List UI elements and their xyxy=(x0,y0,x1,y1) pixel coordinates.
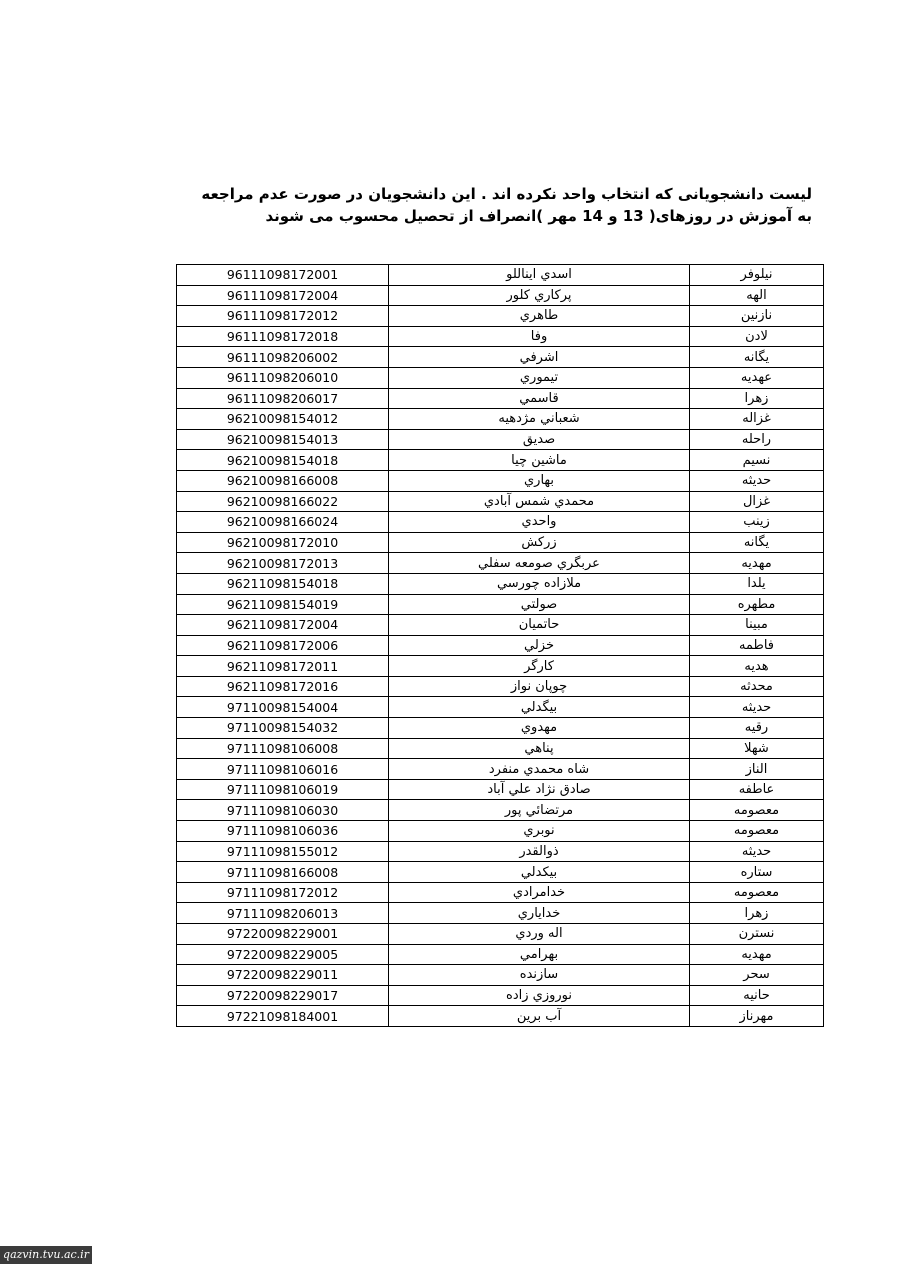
last-name-cell: وفا xyxy=(389,326,690,347)
last-name-cell: حاتميان xyxy=(389,615,690,636)
student-id-cell: 96111098172004 xyxy=(177,285,389,306)
table-row xyxy=(177,697,824,718)
first-name-cell: ستاره xyxy=(690,862,824,883)
student-id-cell: 97111098172012 xyxy=(177,882,389,903)
table-row xyxy=(177,512,824,533)
footer-watermark: qazvin.tvu.ac.ir xyxy=(0,1246,92,1264)
last-name-cell: زركش xyxy=(389,532,690,553)
last-name-cell: كارگر xyxy=(389,656,690,677)
last-name-cell: بيگدلي xyxy=(389,697,690,718)
last-name-cell: اله وردي xyxy=(389,924,690,945)
table-row xyxy=(177,882,824,903)
student-id-cell: 97111098106008 xyxy=(177,738,389,759)
first-name-cell: هديه xyxy=(690,656,824,677)
last-name-cell: خداياري xyxy=(389,903,690,924)
table-row xyxy=(177,759,824,780)
last-name-cell: آب برين xyxy=(389,1006,690,1027)
last-name-cell: مرتضائي پور xyxy=(389,800,690,821)
student-id-cell: 97220098229001 xyxy=(177,924,389,945)
table-row xyxy=(177,965,824,986)
student-id-cell: 96111098206002 xyxy=(177,347,389,368)
first-name-cell: مهديه xyxy=(690,553,824,574)
last-name-cell: بهاري xyxy=(389,470,690,491)
last-name-cell: نوبري xyxy=(389,821,690,842)
table-row xyxy=(177,573,824,594)
first-name-cell: سحر xyxy=(690,965,824,986)
first-name-cell: مهرناز xyxy=(690,1006,824,1027)
student-id-cell: 96111098172018 xyxy=(177,326,389,347)
first-name-cell: مهديه xyxy=(690,944,824,965)
last-name-cell: چوپان نواز xyxy=(389,676,690,697)
first-name-cell: نسترن xyxy=(690,924,824,945)
table-row xyxy=(177,347,824,368)
students-table xyxy=(176,264,824,1027)
table-row xyxy=(177,388,824,409)
first-name-cell: لادن xyxy=(690,326,824,347)
student-id-cell: 96210098166022 xyxy=(177,491,389,512)
student-id-cell: 97111098106016 xyxy=(177,759,389,780)
student-id-cell: 97220098229011 xyxy=(177,965,389,986)
first-name-cell: مبينا xyxy=(690,615,824,636)
last-name-cell: بيكدلي xyxy=(389,862,690,883)
student-id-cell: 97111098106030 xyxy=(177,800,389,821)
student-id-cell: 96210098172013 xyxy=(177,553,389,574)
table-row xyxy=(177,532,824,553)
first-name-cell: غزال xyxy=(690,491,824,512)
table-row xyxy=(177,903,824,924)
first-name-cell: معصومه xyxy=(690,882,824,903)
last-name-cell: بهرامي xyxy=(389,944,690,965)
first-name-cell: فاطمه xyxy=(690,635,824,656)
first-name-cell: شهلا xyxy=(690,738,824,759)
table-row xyxy=(177,738,824,759)
student-id-cell: 96111098206010 xyxy=(177,367,389,388)
first-name-cell: يگانه xyxy=(690,347,824,368)
last-name-cell: خزلي xyxy=(389,635,690,656)
table-row xyxy=(177,285,824,306)
last-name-cell: نوروزي زاده xyxy=(389,985,690,1006)
student-id-cell: 96211098172016 xyxy=(177,676,389,697)
first-name-cell: نازنين xyxy=(690,306,824,327)
first-name-cell: حانيه xyxy=(690,985,824,1006)
table-row xyxy=(177,800,824,821)
first-name-cell: معصومه xyxy=(690,800,824,821)
first-name-cell: الهه xyxy=(690,285,824,306)
last-name-cell: طاهري xyxy=(389,306,690,327)
last-name-cell: پناهي xyxy=(389,738,690,759)
table-row xyxy=(177,594,824,615)
last-name-cell: صادق نژاد علي آباد xyxy=(389,779,690,800)
table-row xyxy=(177,326,824,347)
last-name-cell: تيموري xyxy=(389,367,690,388)
last-name-cell: ماشين چيا xyxy=(389,450,690,471)
last-name-cell: شعباني مژدهيه xyxy=(389,409,690,430)
student-id-cell: 97110098154032 xyxy=(177,718,389,739)
first-name-cell: عهديه xyxy=(690,367,824,388)
student-id-cell: 97111098166008 xyxy=(177,862,389,883)
first-name-cell: نيلوفر xyxy=(690,265,824,286)
table-row xyxy=(177,718,824,739)
student-id-cell: 96211098154019 xyxy=(177,594,389,615)
student-id-cell: 96111098206017 xyxy=(177,388,389,409)
table-row xyxy=(177,944,824,965)
last-name-cell: قاسمي xyxy=(389,388,690,409)
last-name-cell: اسدي ايناللو xyxy=(389,265,690,286)
table-row xyxy=(177,615,824,636)
last-name-cell: ذوالقدر xyxy=(389,841,690,862)
student-id-cell: 96210098154012 xyxy=(177,409,389,430)
table-row xyxy=(177,306,824,327)
student-id-cell: 97111098106036 xyxy=(177,821,389,842)
student-id-cell: 97221098184001 xyxy=(177,1006,389,1027)
first-name-cell: يلدا xyxy=(690,573,824,594)
student-id-cell: 96210098166024 xyxy=(177,512,389,533)
first-name-cell: حديثه xyxy=(690,841,824,862)
first-name-cell: غزاله xyxy=(690,409,824,430)
last-name-cell: پركاري كلور xyxy=(389,285,690,306)
table-row xyxy=(177,470,824,491)
table-row xyxy=(177,841,824,862)
table-row xyxy=(177,862,824,883)
last-name-cell: سازنده xyxy=(389,965,690,986)
student-id-cell: 96210098172010 xyxy=(177,532,389,553)
last-name-cell: خدامرادي xyxy=(389,882,690,903)
first-name-cell: زهرا xyxy=(690,903,824,924)
last-name-cell: اشرفي xyxy=(389,347,690,368)
table-row xyxy=(177,635,824,656)
first-name-cell: زينب xyxy=(690,512,824,533)
last-name-cell: مهدوي xyxy=(389,718,690,739)
table-row xyxy=(177,367,824,388)
student-id-cell: 96210098154013 xyxy=(177,429,389,450)
student-id-cell: 97110098154004 xyxy=(177,697,389,718)
document-title xyxy=(150,183,812,227)
table-row xyxy=(177,450,824,471)
table-row xyxy=(177,1006,824,1027)
first-name-cell: حديثه xyxy=(690,697,824,718)
student-id-cell: 97220098229005 xyxy=(177,944,389,965)
student-id-cell: 97111098206013 xyxy=(177,903,389,924)
first-name-cell: راحله xyxy=(690,429,824,450)
last-name-cell: عربگري صومعه سفلي xyxy=(389,553,690,574)
last-name-cell: صولتي xyxy=(389,594,690,615)
table-row xyxy=(177,409,824,430)
students-table-body xyxy=(177,265,824,1027)
first-name-cell: زهرا xyxy=(690,388,824,409)
title-line-2: به آموزش در روزهای( 13 و 14 مهر )انصراف از تحصیل محسوب می شوند xyxy=(265,207,812,225)
last-name-cell: صديق xyxy=(389,429,690,450)
student-id-cell: 96211098172006 xyxy=(177,635,389,656)
last-name-cell: شاه محمدي منفرد xyxy=(389,759,690,780)
first-name-cell: يگانه xyxy=(690,532,824,553)
first-name-cell: محدثه xyxy=(690,676,824,697)
last-name-cell: واحدي xyxy=(389,512,690,533)
table-row xyxy=(177,491,824,512)
student-id-cell: 97220098229017 xyxy=(177,985,389,1006)
table-row xyxy=(177,553,824,574)
student-id-cell: 97111098155012 xyxy=(177,841,389,862)
first-name-cell: عاطفه xyxy=(690,779,824,800)
first-name-cell: مطهره xyxy=(690,594,824,615)
table-row xyxy=(177,821,824,842)
student-id-cell: 96111098172001 xyxy=(177,265,389,286)
table-row xyxy=(177,265,824,286)
first-name-cell: حديثه xyxy=(690,470,824,491)
title-line-1: لیست دانشجویانی که انتخاب واحد نکرده اند . این دانشجویان در صورت عدم مراجعه xyxy=(201,185,812,203)
last-name-cell: ملازاده چورسي xyxy=(389,573,690,594)
student-id-cell: 96211098172004 xyxy=(177,615,389,636)
first-name-cell: معصومه xyxy=(690,821,824,842)
student-id-cell: 96210098154018 xyxy=(177,450,389,471)
student-id-cell: 97111098106019 xyxy=(177,779,389,800)
table-row xyxy=(177,676,824,697)
student-id-cell: 96210098166008 xyxy=(177,470,389,491)
student-id-cell: 96211098154018 xyxy=(177,573,389,594)
table-row xyxy=(177,656,824,677)
table-row xyxy=(177,985,824,1006)
student-id-cell: 96111098172012 xyxy=(177,306,389,327)
table-row xyxy=(177,429,824,450)
last-name-cell: محمدي شمس آبادي xyxy=(389,491,690,512)
student-id-cell: 96211098172011 xyxy=(177,656,389,677)
table-row xyxy=(177,924,824,945)
first-name-cell: رقيه xyxy=(690,718,824,739)
table-row xyxy=(177,779,824,800)
first-name-cell: الناز xyxy=(690,759,824,780)
first-name-cell: نسيم xyxy=(690,450,824,471)
